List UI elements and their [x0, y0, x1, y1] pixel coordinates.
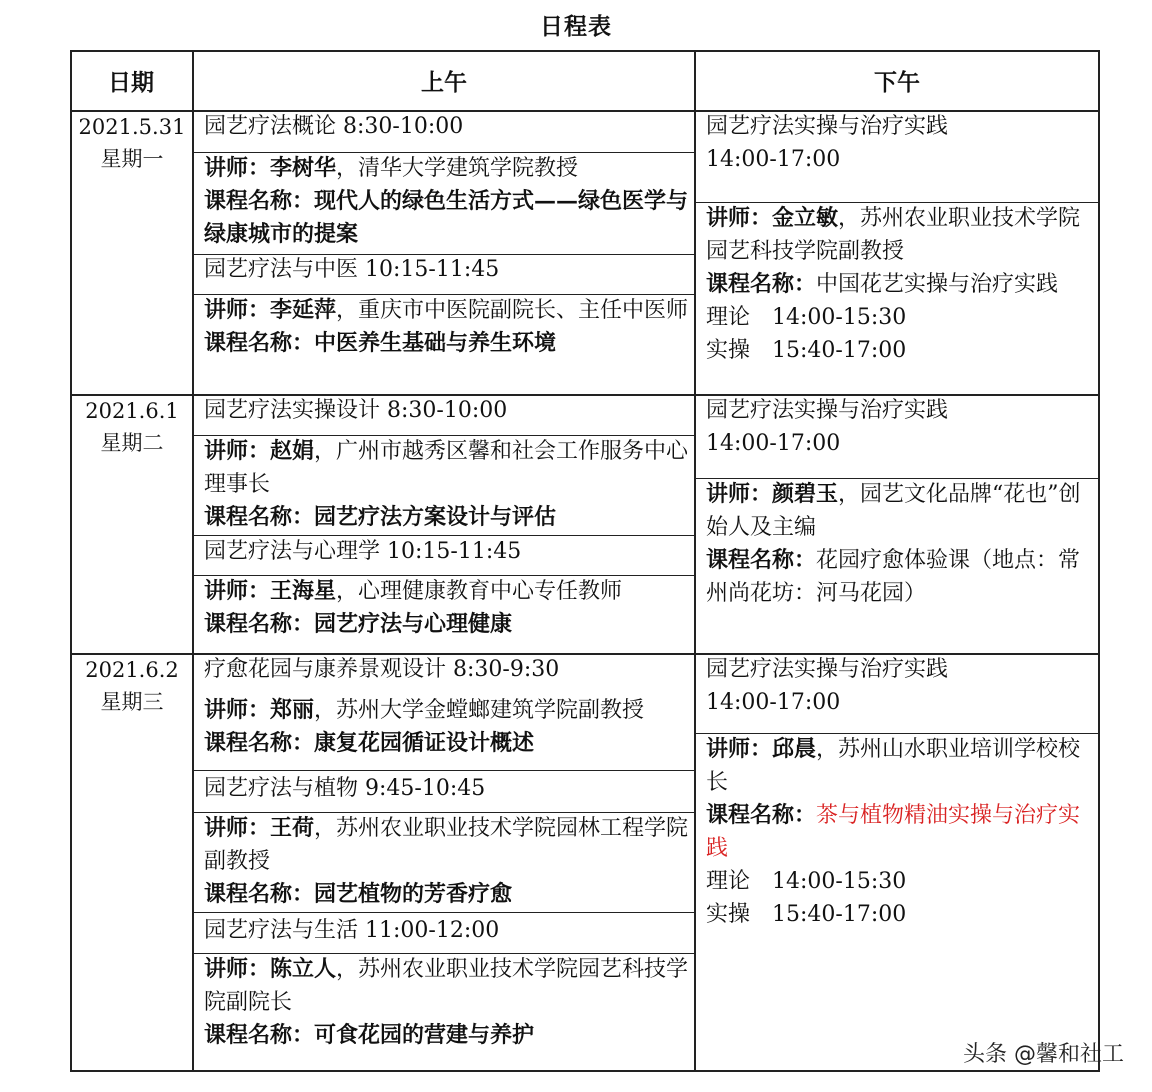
course-label: 课程名称： — [706, 547, 817, 573]
course-label: 课程名称： — [204, 1022, 315, 1048]
session-details — [204, 575, 690, 641]
border-bottom — [70, 1070, 1100, 1072]
course-label: 课程名称： — [204, 730, 315, 756]
lecturer-name: 李树华 — [270, 155, 337, 181]
pm-session-time: 14:00-17:00 — [706, 690, 841, 715]
course-name: 现代人的绿色生活方式——绿色医学与绿康城市的提案 — [204, 188, 689, 247]
session-details — [204, 812, 690, 911]
session-details — [204, 953, 690, 1052]
lecturer-name: 陈立人 — [270, 956, 337, 982]
border-top — [70, 50, 1100, 52]
session-details — [204, 152, 690, 251]
lecturer-info: ，重庆市中医院副院长、主任中医师 — [336, 298, 689, 323]
session-title: 园艺疗法实操设计 8:30-10:00 — [204, 398, 508, 423]
pm-details — [706, 202, 1094, 367]
pm-session-time: 14:00-17:00 — [706, 431, 841, 456]
session-title: 疗愈花园与康养景观设计 8:30-9:30 — [204, 657, 560, 682]
lecturer-info: ，心理健康教育中心专任教师 — [336, 579, 623, 604]
pm-session — [706, 110, 1094, 176]
day-weekday: 星期三 — [100, 690, 164, 714]
course-name: 中国花艺实操与治疗实践 — [816, 272, 1059, 297]
session-title: 园艺疗法概论 8:30-10:00 — [204, 114, 464, 139]
am-divider — [194, 770, 694, 771]
practice-time: 实操 15:40-17:00 — [706, 902, 907, 927]
session-details — [204, 435, 690, 534]
session-title: 园艺疗法与心理学 10:15-11:45 — [204, 539, 522, 564]
lecturer-label: 讲师： — [706, 205, 773, 231]
pm-session — [706, 394, 1094, 460]
course-label: 课程名称： — [204, 188, 315, 214]
lecturer-info: ，苏州农业职业技术学院园艺科技学院副院长 — [204, 957, 689, 1015]
lecturer-label: 讲师： — [204, 297, 271, 323]
lecturer-info: ，园艺文化品牌“花也”创始人及主编 — [706, 482, 1081, 540]
lecturer-label: 讲师： — [204, 155, 271, 181]
pm-details — [706, 733, 1094, 931]
lecturer-name: 邱晨 — [772, 736, 817, 762]
watermark: 头条 @馨和社工 — [963, 1042, 1124, 1067]
course-name: 园艺疗法与心理健康 — [314, 611, 513, 637]
lecturer-info: ，苏州农业职业技术学院园林工程学院副教授 — [204, 816, 689, 874]
lecturer-label: 讲师： — [204, 578, 271, 604]
course-name: 园艺植物的芳香疗愈 — [314, 881, 513, 907]
course-name: 中医养生基础与养生环境 — [314, 330, 557, 356]
day-weekday: 星期一 — [100, 147, 164, 171]
day-date: 2021.6.2 — [85, 658, 179, 682]
col-divider-2 — [694, 50, 696, 1072]
theory-time: 理论 14:00-15:30 — [706, 869, 907, 894]
lecturer-name: 王荷 — [270, 815, 315, 841]
lecturer-info: ，苏州山水职业培训学校校长 — [706, 737, 1081, 795]
practice-time: 实操 15:40-17:00 — [706, 338, 907, 363]
header-am: 上午 — [421, 70, 467, 96]
lecturer-name: 金立敏 — [772, 205, 839, 231]
lecturer-info: ，苏州农业职业技术学院园艺科技学院副教授 — [706, 206, 1081, 264]
pm-session — [706, 653, 1094, 719]
lecturer-label: 讲师： — [706, 736, 773, 762]
lecturer-label: 讲师： — [204, 956, 271, 982]
day-date: 2021.5.31 — [78, 115, 186, 139]
lecturer-name: 赵娟 — [270, 438, 315, 464]
am-divider — [194, 912, 694, 913]
course-label: 课程名称： — [204, 330, 315, 356]
theory-time: 理论 14:00-15:30 — [706, 305, 907, 330]
lecturer-name: 颜碧玉 — [772, 481, 839, 507]
course-name: 花园疗愈体验课（地点：常州尚花坊：河马花园） — [706, 548, 1081, 606]
day-date: 2021.6.1 — [85, 399, 179, 423]
course-name-highlighted: 茶与植物精油实操与治疗实践 — [706, 803, 1081, 861]
course-label: 课程名称： — [706, 802, 817, 828]
col-divider-1 — [192, 50, 194, 1072]
pm-session-title: 园艺疗法实操与治疗实践 — [706, 657, 949, 682]
border-right — [1098, 50, 1100, 1072]
session-details — [204, 294, 690, 360]
pm-session-title: 园艺疗法实操与治疗实践 — [706, 398, 949, 423]
session-details — [204, 694, 690, 760]
lecturer-info: ，清华大学建筑学院教授 — [336, 156, 579, 181]
lecturer-name: 郑丽 — [270, 697, 315, 723]
session-title: 园艺疗法与植物 9:45-10:45 — [204, 776, 486, 801]
page-title: 日程表 — [540, 14, 612, 40]
session-title: 园艺疗法与生活 11:00-12:00 — [204, 918, 500, 943]
course-label: 课程名称： — [706, 271, 817, 297]
header-pm: 下午 — [874, 70, 920, 96]
course-name: 康复花园循证设计概述 — [314, 730, 535, 756]
lecturer-info: ，苏州大学金螳螂建筑学院副教授 — [314, 698, 645, 723]
day-weekday: 星期二 — [100, 431, 164, 455]
lecturer-label: 讲师： — [204, 815, 271, 841]
lecturer-name: 李延萍 — [270, 297, 337, 323]
schedule-table — [70, 50, 1100, 1072]
course-name: 可食花园的营建与养护 — [314, 1022, 535, 1048]
header-date: 日期 — [108, 70, 154, 96]
lecturer-info: ，广州市越秀区馨和社会工作服务中心理事长 — [204, 439, 689, 497]
lecturer-label: 讲师： — [204, 697, 271, 723]
course-label: 课程名称： — [204, 504, 315, 530]
lecturer-label: 讲师： — [204, 438, 271, 464]
border-left — [70, 50, 72, 1072]
pm-session-title: 园艺疗法实操与治疗实践 — [706, 114, 949, 139]
course-label: 课程名称： — [204, 881, 315, 907]
session-title: 园艺疗法与中医 10:15-11:45 — [204, 257, 500, 282]
pm-details — [706, 478, 1094, 610]
course-label: 课程名称： — [204, 611, 315, 637]
lecturer-name: 王海星 — [270, 578, 337, 604]
course-name: 园艺疗法方案设计与评估 — [314, 504, 557, 530]
lecturer-label: 讲师： — [706, 481, 773, 507]
pm-session-time: 14:00-17:00 — [706, 147, 841, 172]
